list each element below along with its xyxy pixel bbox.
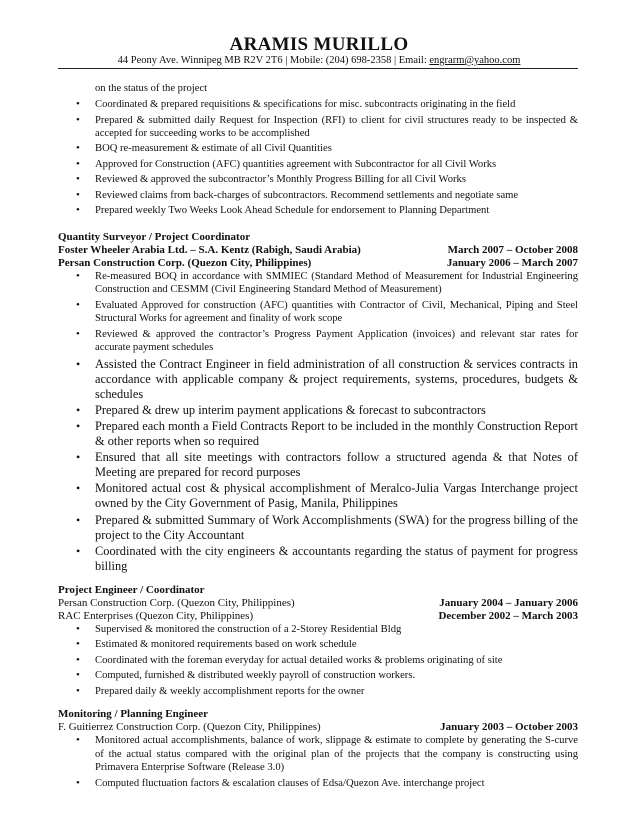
bullet-icon: • <box>76 142 80 155</box>
bullet-icon: • <box>76 402 81 417</box>
bullet-text: Supervised & monitored the construction of a 2-Storey Residential Bldg <box>95 623 402 635</box>
employer-row <box>58 610 578 623</box>
list-item <box>58 419 578 449</box>
employer-row <box>58 244 578 257</box>
employer-name: F. Guitierrez Construction Corp. (Quezon City, Philippines) <box>58 721 321 734</box>
resume-content <box>58 82 578 792</box>
employment-dates: January 2003 – October 2003 <box>440 721 578 734</box>
bullet-text: Assisted the Contract Engineer in field administration of all construction & services contracts in accordance with applicable company & project requirements, systems, procedures, budgets & schedules <box>95 356 578 401</box>
bullet-text: Prepared & drew up interim payment applications & forecast to subcontractors <box>95 402 486 417</box>
bullet-text: Computed, furnished & distributed weekly payroll of construction workers. <box>95 670 416 682</box>
job-bullet-list <box>58 270 578 355</box>
bullet-icon: • <box>76 419 81 433</box>
email-link[interactable]: engrarm@yahoo.com <box>429 55 521 66</box>
bullet-text: Coordinated with the city engineers & accountants regarding the status of payment for progress billing <box>95 543 578 573</box>
bullet-text: Prepared daily & weekly accomplishment reports for the owner <box>95 685 365 697</box>
contact-details: 44 Peony Ave. Winnipeg MB R2V 2T6 | Mobile: (204) 698-2358 | Email: <box>117 55 430 66</box>
candidate-name: ARAMIS MURILLO <box>229 34 409 55</box>
job-monitoring-engineer <box>58 708 578 790</box>
job-bullet-list-large <box>58 357 578 574</box>
bullet-icon: • <box>76 481 81 496</box>
list-item <box>58 158 578 171</box>
bullet-icon: • <box>76 684 80 697</box>
bullet-text: Computed fluctuation factors & escalation clauses of Edsa/Quezon Ave. interchange project <box>95 777 485 789</box>
list-item <box>58 450 578 480</box>
list-item <box>58 204 578 217</box>
header-divider <box>58 68 578 69</box>
list-item <box>58 638 578 651</box>
employer-name: Persan Construction Corp. (Quezon City, Philippines) <box>58 596 295 609</box>
list-item <box>58 403 578 418</box>
bullet-text: Monitored actual cost & physical accomplishment of Meralco-Julia Vargas Interchange project owned by the City Government of Pasig, Manila, Philippines <box>95 481 578 511</box>
contact-line <box>0 55 638 66</box>
list-item <box>58 544 578 574</box>
employer-row <box>58 257 578 270</box>
employment-dates: December 2002 – March 2003 <box>438 609 578 622</box>
employment-dates: January 2006 – March 2007 <box>446 256 578 269</box>
bullet-text: Reviewed & approved the contractor’s Progress Payment Application (invoices) and relevant star rates for accurate payment schedules <box>95 328 578 354</box>
employment-dates: January 2004 – January 2006 <box>439 596 578 609</box>
bullet-text: Approved for Construction (AFC) quantities agreement with Subcontractor for all Civil Works <box>95 158 497 170</box>
bullet-icon: • <box>76 327 80 340</box>
bullet-icon: • <box>76 543 81 558</box>
job-title: Monitoring / Planning Engineer <box>58 708 209 721</box>
job-bullet-list <box>58 623 578 698</box>
bullet-text: Prepared weekly Two Weeks Look Ahead Schedule for endorsement to Planning Department <box>95 205 490 217</box>
employer-row <box>58 721 578 734</box>
bullet-icon: • <box>76 113 80 126</box>
bullet-icon: • <box>76 157 80 170</box>
list-item <box>58 270 578 297</box>
list-item <box>58 357 578 402</box>
bullet-text: Prepared each month a Field Contracts Report to be included in the monthly Construction Report & other reports when so required <box>95 419 578 448</box>
list-item <box>58 98 578 111</box>
employment-dates: March 2007 – October 2008 <box>447 243 578 256</box>
employer-row <box>58 597 578 610</box>
list-item <box>58 513 578 543</box>
bullet-text: Monitored actual accomplishments, balance of work, slippage & estimate to complete by generating the S-curve of the actual status compared with the original plan of the projects that the company is constructing using Primavera Enterprise Software (Release 3.0) <box>95 735 578 774</box>
list-item <box>58 669 578 682</box>
job-quantity-surveyor <box>58 231 578 574</box>
list-item <box>58 777 578 790</box>
bullet-icon: • <box>76 269 80 282</box>
bullet-text: BOQ re-measurement & estimate of all Civil Quantities <box>95 143 332 155</box>
employer-name: RAC Enterprises (Quezon City, Philippines) <box>58 609 254 622</box>
bullet-text: Reviewed & approved the subcontractor’s Monthly Progress Billing for all Civil Works <box>95 174 466 186</box>
list-item <box>58 734 578 774</box>
bullet-icon: • <box>76 512 81 527</box>
continued-text: on the status of the project <box>95 83 208 94</box>
bullet-icon: • <box>76 734 80 747</box>
job-bullet-list <box>58 734 578 790</box>
bullet-icon: • <box>76 622 80 635</box>
bullet-icon: • <box>76 638 80 651</box>
bullet-text: Ensured that all site meetings with contractors follow a structured agenda & that Notes of Meeting are prepared for record purposes <box>95 450 578 480</box>
bullet-icon: • <box>76 98 80 110</box>
employer-name: Persan Construction Corp. (Quezon City, Philippines) <box>58 256 312 269</box>
list-item <box>58 189 578 202</box>
bullet-icon: • <box>76 356 81 371</box>
bullet-text: Re-measured BOQ in accordance with SMMIEC (Standard Method of Measurement for Industrial Engineering Construction and CESMM (Civil Engineering Standard Method of Measurement) <box>95 270 578 296</box>
list-item <box>58 623 578 636</box>
bullet-icon: • <box>76 776 80 789</box>
job-title: Quantity Surveyor / Project Coordinator <box>58 230 251 243</box>
bullet-icon: • <box>76 450 81 465</box>
employer-name: Foster Wheeler Arabia Ltd. – S.A. Kentz (Rabigh, Saudi Arabia) <box>58 243 361 256</box>
bullet-icon: • <box>76 173 80 186</box>
bullet-icon: • <box>76 669 80 682</box>
list-item <box>58 142 578 155</box>
bullet-text: Coordinated with the foreman everyday for actual detailed works & problems originating of site <box>95 654 503 666</box>
job-project-engineer <box>58 584 578 698</box>
bullet-icon: • <box>76 204 80 217</box>
bullet-text: Prepared & submitted daily Request for Inspection (RFI) to client for civil structures ready to be inspected & accepted for succeeding works to be accomplished <box>95 114 578 139</box>
bullet-icon: • <box>76 188 80 201</box>
bullet-icon: • <box>76 653 80 666</box>
list-item <box>58 481 578 511</box>
continued-bullet-list <box>58 98 578 218</box>
list-item <box>58 114 578 141</box>
list-item <box>58 299 578 326</box>
job-title: Project Engineer / Coordinator <box>58 583 205 596</box>
list-item <box>58 654 578 667</box>
bullet-text: Prepared & submitted Summary of Work Accomplishments (SWA) for the progress billing of the project to the City Accountant <box>95 512 578 542</box>
bullet-text: Coordinated & prepared requisitions & specifications for misc. subcontracts originating in the field <box>95 99 516 110</box>
bullet-text: Evaluated Approved for construction (AFC) quantities with Contractor of Civil, Mechanical, Piping and Steel Structural Works for agreement and finality of work scope <box>95 299 578 325</box>
list-item <box>58 328 578 355</box>
list-item <box>58 685 578 698</box>
bullet-icon: • <box>76 298 80 311</box>
bullet-text: Estimated & monitored requirements based on work schedule <box>95 639 357 651</box>
list-item <box>58 173 578 186</box>
bullet-text: Reviewed claims from back-charges of subcontractors. Recommend settlements and negotiate same <box>95 189 519 201</box>
